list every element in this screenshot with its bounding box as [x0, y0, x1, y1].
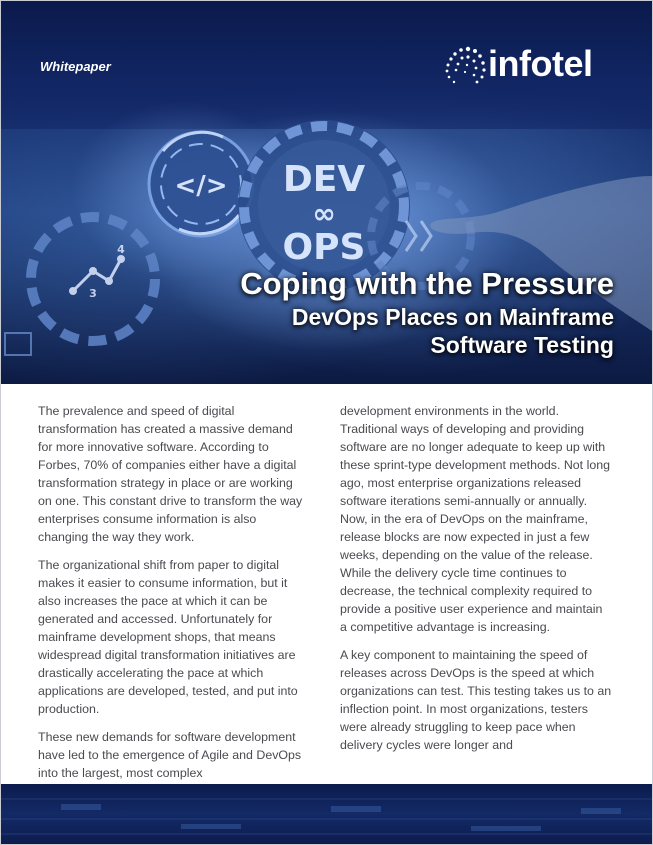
paragraph: The prevalence and speed of digital transformation has created a massive demand for more innovative software. According to Forbes, 70% of companies either have a digital transformation strategy in place or are working on one. This constant drive to transform the way enterprises consume information is also changing the way they work. [38, 404, 303, 544]
badge-infinity-icon: ∞ [312, 197, 336, 230]
paragraph: A key component to maintaining the speed of releases across DevOps is the speed at which organizations can test. This testing takes us to an inflection point. In most organizations, testers were already struggling to keep pace when delivery cycles were longer and [340, 648, 612, 752]
infotel-logo [438, 41, 623, 89]
logo-wordmark: infotel [488, 43, 593, 84]
document-subtitle-line1: DevOps Places on Mainframe [291, 304, 614, 330]
dotted-globe-icon [438, 41, 488, 89]
document-subtitle-line2: Software Testing [430, 332, 614, 358]
monitor-icon [5, 333, 31, 355]
left-text-column [38, 402, 310, 792]
title-block [240, 265, 614, 359]
chart-digit-a: 3 [89, 287, 97, 300]
footer-band [1, 784, 652, 844]
chart-digit-b: 4 [117, 243, 125, 256]
hero-banner [1, 1, 652, 384]
footer-pattern [1, 784, 652, 844]
right-text-column [340, 402, 612, 764]
badge-ops-text: OPS [282, 227, 366, 268]
badge-dev-text: DEV [282, 159, 366, 200]
paragraph: development environments in the world. Traditional ways of developing and providing software are no longer adequate to keep up with these sprint-type development methods. Not long ago, most enterprise organizations released software iterations semi-annually or annually. Now, in the era of DevOps on the mainframe, release blocks are now expected in just a few weeks, depending on the value of the release. While the delivery cycle time continues to decrease, the technical complexity required to provide a positive user experience and maintain a competitive advantage is increasing. [340, 404, 610, 634]
paragraph: The organizational shift from paper to digital makes it easier to consume information, but it also increases the pace at which it can be generated and accessed. Unfortunately for mainframe development shops, that means widespread digital transformation initiatives are drastically accelerating the pace at which applications are developed, tested, and put into production. [38, 558, 298, 716]
paragraph: These new demands for software development have led to the emergence of Agile and DevOps into the largest, most complex [38, 730, 302, 780]
document-title: Coping with the Pressure [240, 266, 614, 301]
code-gear-icon [149, 132, 253, 236]
code-symbol: </> [174, 171, 228, 201]
document-type-label: Whitepaper [40, 59, 111, 74]
